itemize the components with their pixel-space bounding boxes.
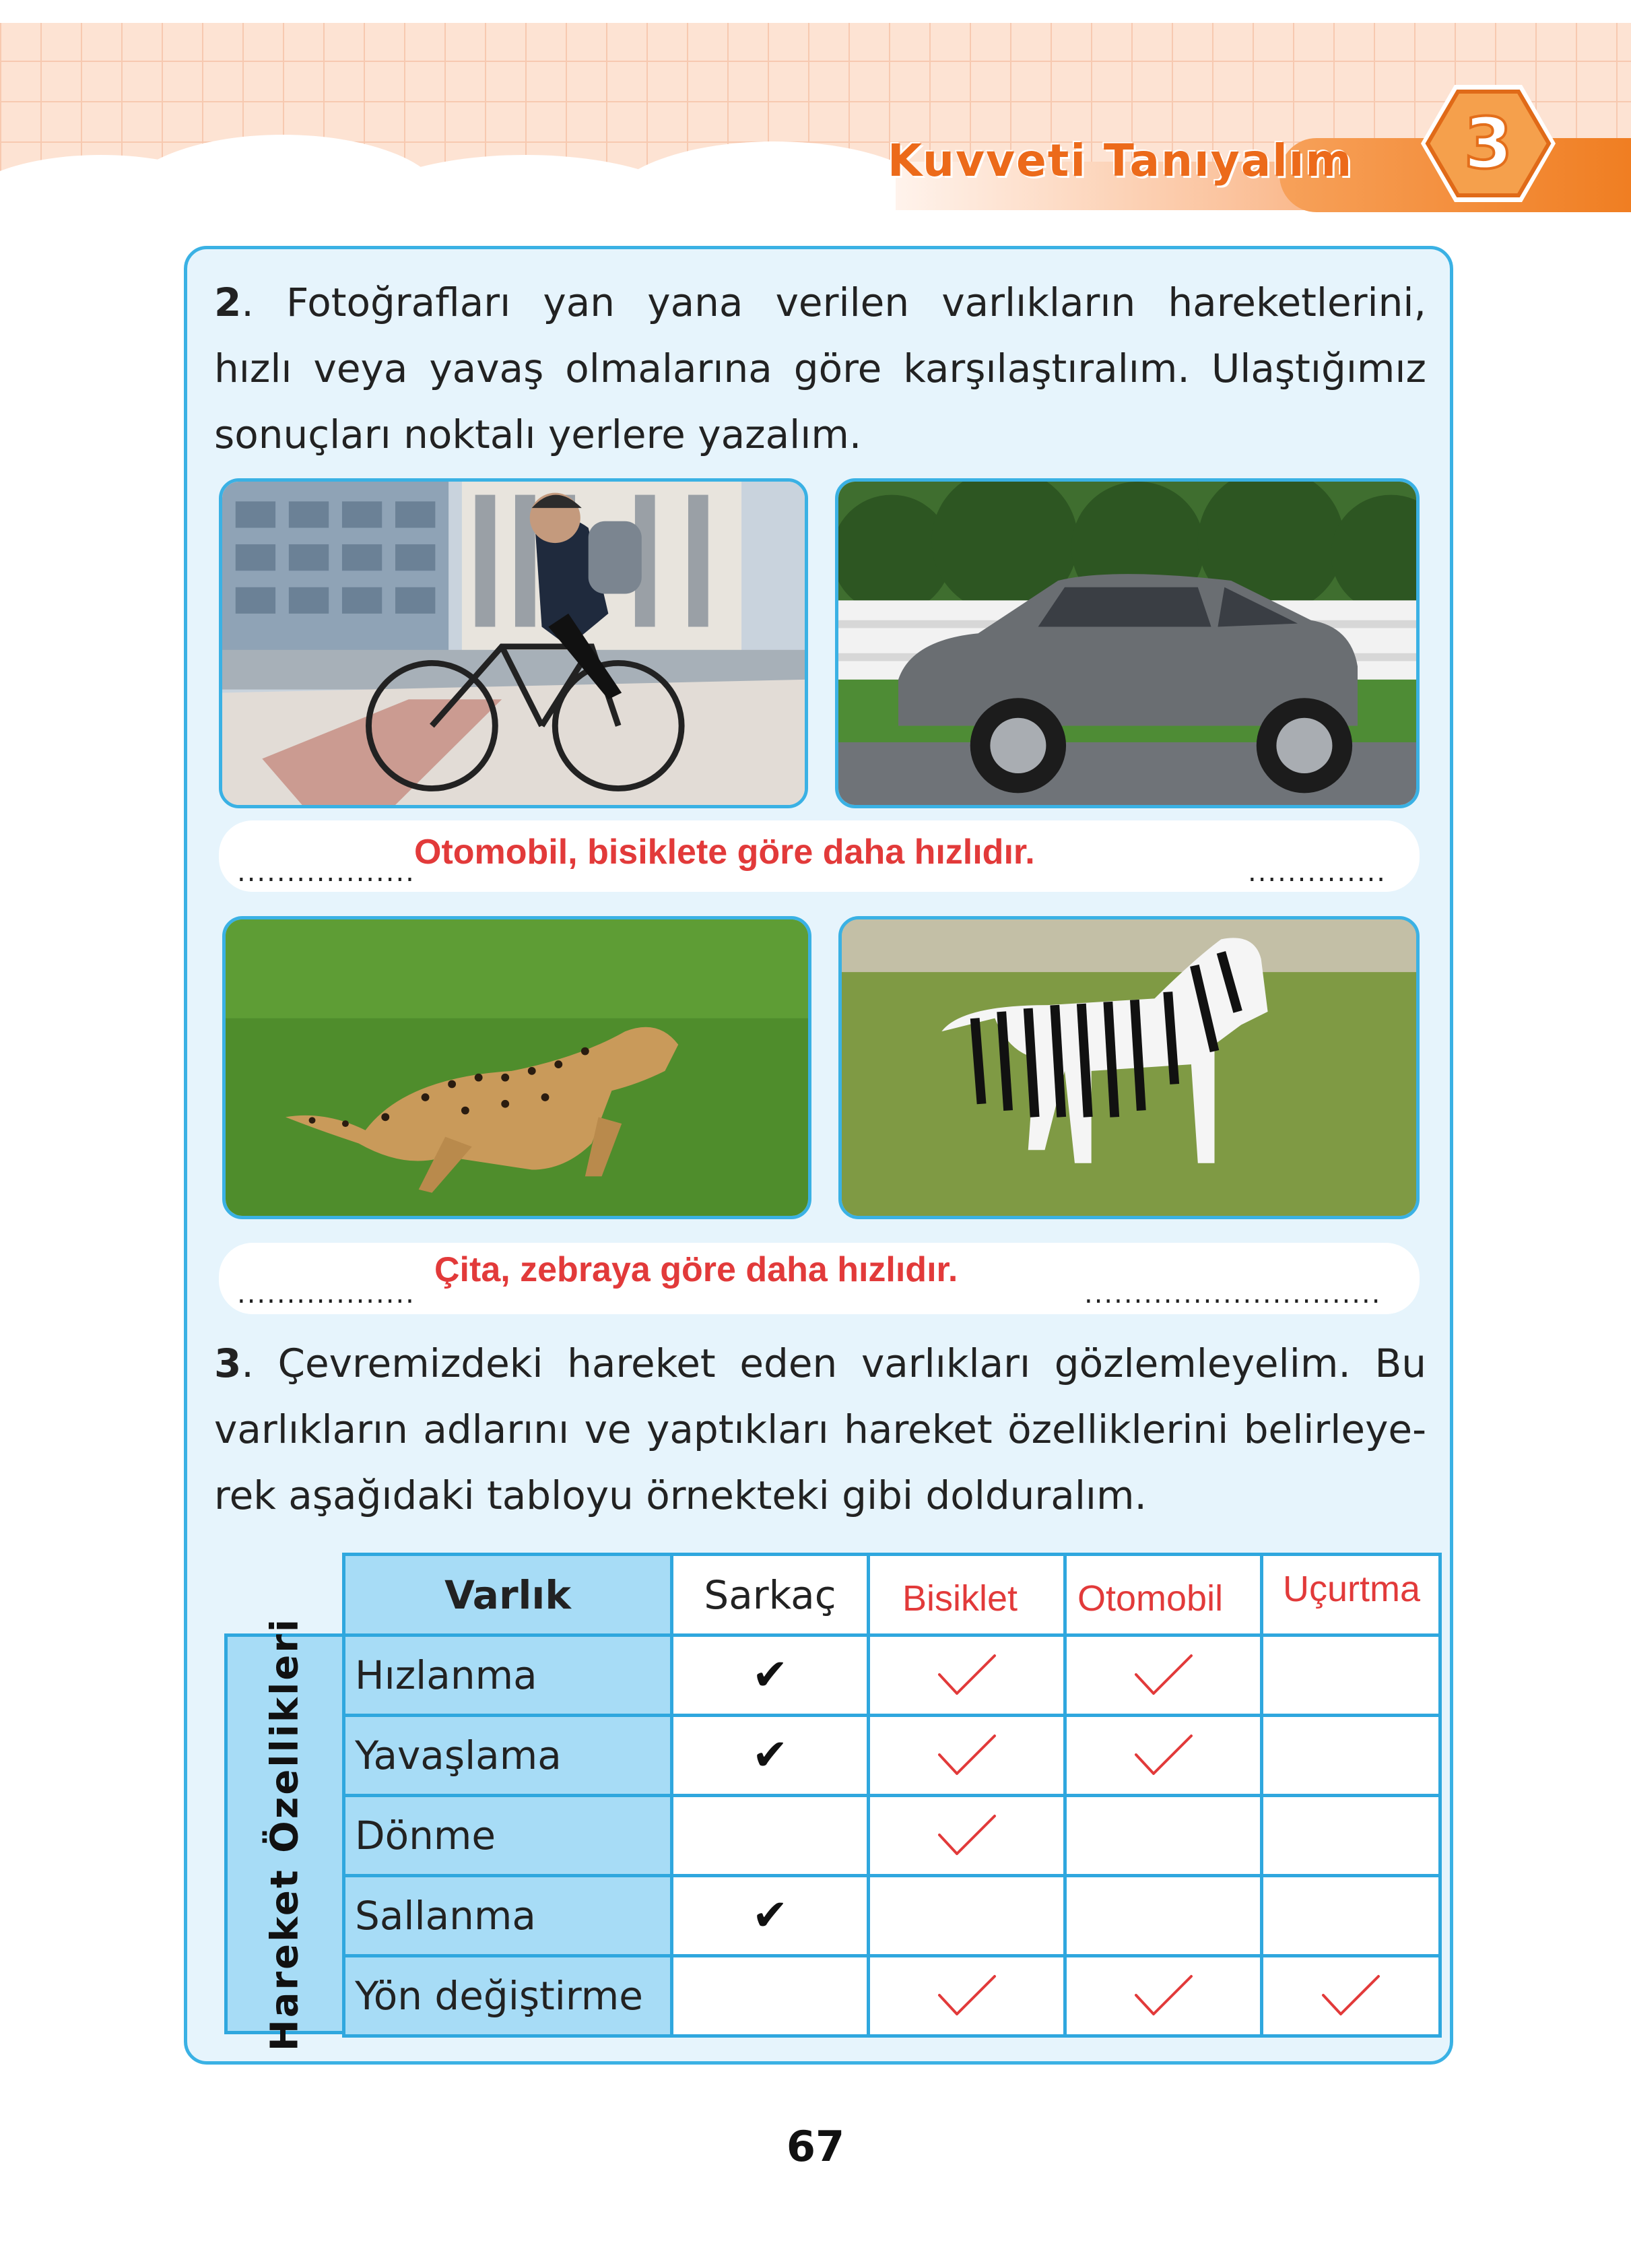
question2-text <box>214 269 1426 467</box>
handwritten-otomobil: Otomobil <box>1077 1578 1224 1619</box>
table-cell-otomobil[interactable] <box>1063 1633 1263 1717</box>
photo-cheetah <box>222 916 811 1219</box>
answer-dots-right: .............................. <box>1084 1278 1382 1309</box>
question3-line3: rek aşağıdaki tabloyu örnekteki gibi dolduralım. <box>214 1472 1147 1518</box>
photo-cyclist <box>219 478 808 808</box>
table-row-label: Yön değiştirme <box>342 1954 673 2038</box>
handwritten-checkmark-icon <box>937 1652 997 1699</box>
header-top-strip <box>0 0 1631 23</box>
table-header-varlik: Varlık <box>342 1553 673 1637</box>
handwritten-checkmark-icon <box>937 1732 997 1779</box>
question3-text <box>214 1330 1426 1528</box>
table-cell-ucurtma[interactable] <box>1260 1714 1442 1797</box>
question2-number: 2 <box>214 280 242 325</box>
table-cell-bisiklet[interactable] <box>867 1714 1067 1797</box>
handwritten-bisiklet: Bisiklet <box>902 1578 1018 1619</box>
table-cell-bisiklet[interactable] <box>867 1954 1067 2038</box>
answer-text-1: Otomobil, bisiklete göre daha hızlıdır. <box>414 833 1035 872</box>
question2-line1: 2. Fotoğrafları yan yana verilen varlıkların hareketlerini, <box>214 280 1426 325</box>
table-cell-bisiklet[interactable] <box>867 1794 1067 1877</box>
table-side-label: Hareket Özellikleri <box>224 1633 345 2034</box>
table-cell-sarkac[interactable] <box>670 1714 870 1797</box>
handwritten-checkmark-icon <box>1321 1972 1381 2019</box>
table-cell-bisiklet[interactable] <box>867 1874 1067 1957</box>
photo-car <box>835 478 1420 808</box>
question3-line2: varlıkların adlarını ve yaptıkları hareket özelliklerini belirleye- <box>214 1406 1426 1452</box>
table-cell-otomobil[interactable] <box>1063 1954 1263 2038</box>
question3-line1: 3. Çevremizdeki hareket eden varlıkları gözlemleyelim. Bu <box>214 1340 1426 1386</box>
checkmark-icon: ✔ <box>752 1650 789 1700</box>
answer-dots-right: .............. <box>1248 857 1387 888</box>
question3-number: 3 <box>214 1340 242 1386</box>
answer-dots-left: .................. <box>237 857 415 888</box>
table-cell-bisiklet[interactable] <box>867 1633 1067 1717</box>
table-cell-sarkac[interactable] <box>670 1954 870 2038</box>
table-cell-sarkac[interactable] <box>670 1794 870 1877</box>
checkmark-icon: ✔ <box>752 1891 789 1941</box>
table-cell-otomobil[interactable] <box>1063 1714 1263 1797</box>
unit-number: 3 <box>1463 102 1513 185</box>
table-cell-sarkac[interactable] <box>670 1633 870 1717</box>
table-cell-ucurtma[interactable] <box>1260 1954 1442 2038</box>
photo-zebra <box>838 916 1420 1219</box>
checkmark-icon: ✔ <box>752 1730 789 1780</box>
table-cell-ucurtma[interactable] <box>1260 1874 1442 1957</box>
question2-line2: hızlı veya yavaş olmalarına göre karşılaştıralım. Ulaştığımız <box>214 346 1426 391</box>
chapter-title: Kuvveti Tanıyalım <box>888 135 1354 187</box>
handwritten-checkmark-icon <box>937 1972 997 2019</box>
table-cell-sarkac[interactable] <box>670 1874 870 1957</box>
handwritten-ucurtma: Uçurtma <box>1283 1569 1421 1609</box>
unit-badge <box>1418 79 1559 207</box>
table-row-label: Yavaşlama <box>342 1714 673 1797</box>
table-row-label: Hızlanma <box>342 1633 673 1717</box>
table-header-sarkac: Sarkaç <box>670 1553 870 1637</box>
table-row-label: Sallanma <box>342 1874 673 1957</box>
answer-text-2: Çita, zebraya göre daha hızlıdır. <box>434 1250 958 1289</box>
page-number: 67 <box>786 2122 845 2171</box>
question2-line3: sonuçları noktalı yerlere yazalım. <box>214 412 862 457</box>
handwritten-checkmark-icon <box>937 1812 997 1859</box>
answer-dots-left: .................. <box>237 1278 415 1309</box>
table-cell-otomobil[interactable] <box>1063 1874 1263 1957</box>
handwritten-checkmark-icon <box>1133 1972 1194 2019</box>
table-cell-ucurtma[interactable] <box>1260 1794 1442 1877</box>
handwritten-checkmark-icon <box>1133 1652 1194 1699</box>
table-row-label: Dönme <box>342 1794 673 1877</box>
handwritten-checkmark-icon <box>1133 1732 1194 1779</box>
table-cell-otomobil[interactable] <box>1063 1794 1263 1877</box>
table-cell-ucurtma[interactable] <box>1260 1633 1442 1717</box>
